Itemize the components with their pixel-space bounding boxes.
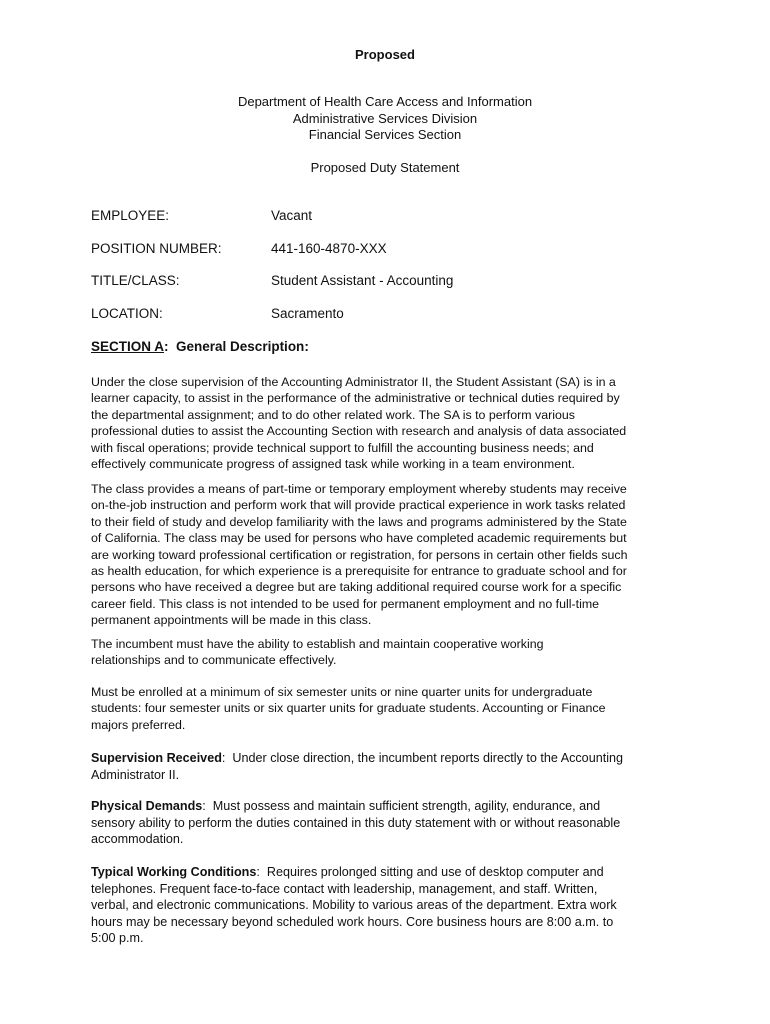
division-name: Administrative Services Division [292,111,478,126]
section-a-heading: SECTION A: General Description: [91,339,309,354]
supervision-paragraph: Supervision Received: Under close direction, the incumbent reports directly to the Accounting Administrator II. [91,751,624,782]
general-paragraph-3: The incumbent must have the ability to establish and maintain cooperative working relationships and to communicate effectively. [91,637,544,668]
employee-value: Vacant [271,208,313,223]
general-paragraph-1: Under the close supervision of the Accounting Administrator II, the Student Assistant (SA) is in a learner capacity, to assist in the performance of the administrative or technical duties required by the departmental assignment; and to do other related work. The SA is to perform various professional duties to assist the Accounting Section with research and analysis of data associated with fiscal operations; provide technical support to fulfill the accounting business needs; and effectively communicate progress of assigned task while working in a team environment. [91,375,627,472]
general-paragraph-4: Must be enrolled at a minimum of six semester units or nine quarter units for undergraduate students: four semester units or six quarter units for graduate students. Accounting or Finance majors preferred. [91,685,606,732]
department-name: Department of Health Care Access and Information [237,94,533,109]
employee-label: EMPLOYEE: [91,208,170,223]
section-a-title: General Description [176,339,305,354]
title-class-value: Student Assistant - Accounting [271,273,454,288]
physical-demands-paragraph: Physical Demands: Must possess and maintain sufficient strength, agility, endurance, and sensory ability to perform the duties contained in this duty statement with or without reasonable accommodation. [91,799,621,847]
section-name: Financial Services Section [308,127,462,142]
document-title: Proposed Duty Statement [310,160,460,175]
section-a-label: SECTION A [91,339,165,354]
position-value: 441-160-4870-XXX [271,241,387,256]
location-value: Sacramento [271,306,344,321]
title-class-label: TITLE/CLASS: [91,273,180,288]
document-status: Proposed [355,47,415,62]
location-label: LOCATION: [91,306,163,321]
physical-demands-label: Physical Demands [91,799,203,813]
supervision-label: Supervision Received [91,751,222,765]
general-paragraph-2: The class provides a means of part-time or temporary employment whereby students may receive on-the-job instruction and perform work that will provide practical experience in work tasks related to their field of study and develop familiarity with the laws and programs administered by the State of California. The class may be used for persons who have completed academic requirements but are working toward professional certification or registration, for persons in certain other fields such as health education, for which experience is a prerequisite for entrance to graduate school and for persons who have received a degree but are taking additional required course work for a specific career field. This class is not intended to be used for permanent employment and no full-time permanent appointments will be made in this class. [91,482,628,628]
position-label: POSITION NUMBER: [91,241,222,256]
working-conditions-label: Typical Working Conditions [91,865,257,879]
working-conditions-paragraph: Typical Working Conditions: Requires prolonged sitting and use of desktop computer and telephones. Frequent face-to-face contact with leadership, management, and staff. Written, verbal, and electronic communications. Mobility to various areas of the department. Extra work hours may be necessary beyond scheduled work hours. Core business hours are 8:00 a.m. to 5:00 p.m. [91,865,617,946]
